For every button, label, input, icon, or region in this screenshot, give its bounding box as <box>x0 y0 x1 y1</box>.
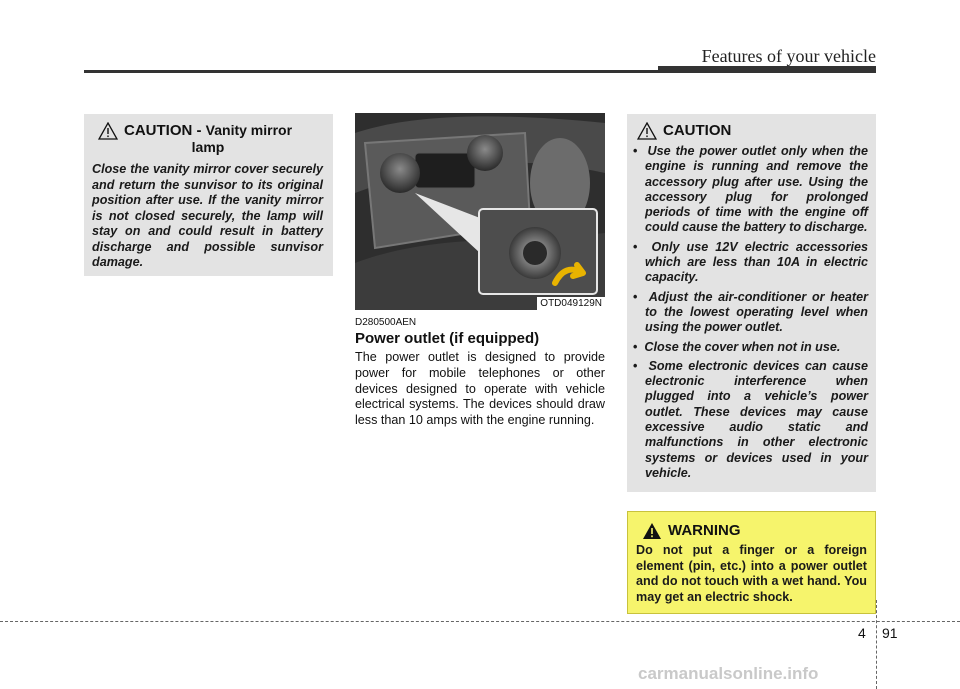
header-rule-accent <box>658 66 876 70</box>
caution-vanity-label: CAUTION - <box>124 122 202 139</box>
warning-heading <box>628 512 875 540</box>
caution-power-outlet-box <box>627 114 876 492</box>
figure-label: OTD049129N <box>537 297 605 310</box>
caution-vanity-subject-line1: Vanity mirror <box>205 122 293 138</box>
header-rule <box>84 70 876 73</box>
warning-triangle-icon <box>642 522 662 540</box>
caution-triangle-icon <box>637 122 657 140</box>
caution-outlet-item: • Some electronic devices can cause electronic interference when plugged into a vehicle’s power outlet. These devices may cause excessive audio static and malfunctions in other electronic systems or devices used in your vehicle. <box>633 359 868 481</box>
caution-vanity-heading-text <box>124 122 292 156</box>
caution-vanity-mirror-box <box>84 114 333 276</box>
caution-outlet-heading <box>627 114 876 140</box>
caution-triangle-icon <box>98 122 118 140</box>
footer-divider <box>876 600 877 689</box>
page-header-title: Features of your vehicle <box>701 46 876 66</box>
caution-outlet-item: • Close the cover when not in use. <box>633 340 868 355</box>
watermark-text: carmanualsonline.info <box>638 664 819 683</box>
caution-outlet-list <box>627 144 876 481</box>
power-outlet-illustration <box>355 113 605 310</box>
page-number: 91 <box>882 625 898 641</box>
warning-label: WARNING <box>668 522 741 539</box>
caution-vanity-body: Close the vanity mirror cover securely and return the sunvisor to its original position after use. If the vanity mirror is not closed securely, the lamp will stay on and could result in battery discharge and possible sunvisor damage. <box>92 162 323 269</box>
caution-outlet-label: CAUTION <box>663 122 732 139</box>
caution-outlet-item: • Only use 12V electric accessories which are less than 10A in electric capacity. <box>633 240 868 286</box>
section-code: D280500AEN <box>355 317 417 328</box>
section-title: Power outlet (if equipped) <box>355 330 540 347</box>
caution-outlet-item: • Adjust the air-conditioner or heater to the lowest operating level when using the power outlet. <box>633 290 868 336</box>
caution-vanity-heading <box>84 114 333 156</box>
section-body: The power outlet is designed to provide power for mobile telephones or other devices designed to operate with vehicle electrical systems. The devices should draw less than 10 amps with the engine running. <box>355 350 605 428</box>
warning-box <box>627 511 876 614</box>
chapter-number: 4 <box>858 625 866 641</box>
caution-vanity-subject-line2: lamp <box>191 139 225 155</box>
warning-body: Do not put a finger or a foreign element (pin, etc.) into a power outlet and do not touch with a wet hand. You may get an electric shock. <box>636 543 867 604</box>
footer-rule <box>0 621 960 622</box>
power-outlet-photo <box>355 113 605 310</box>
caution-outlet-item: • Use the power outlet only when the engine is running and remove the accessory plug after use. Using the accessory plug for prolonged periods of time with the engine off could cause the battery to discharge. <box>633 144 868 236</box>
